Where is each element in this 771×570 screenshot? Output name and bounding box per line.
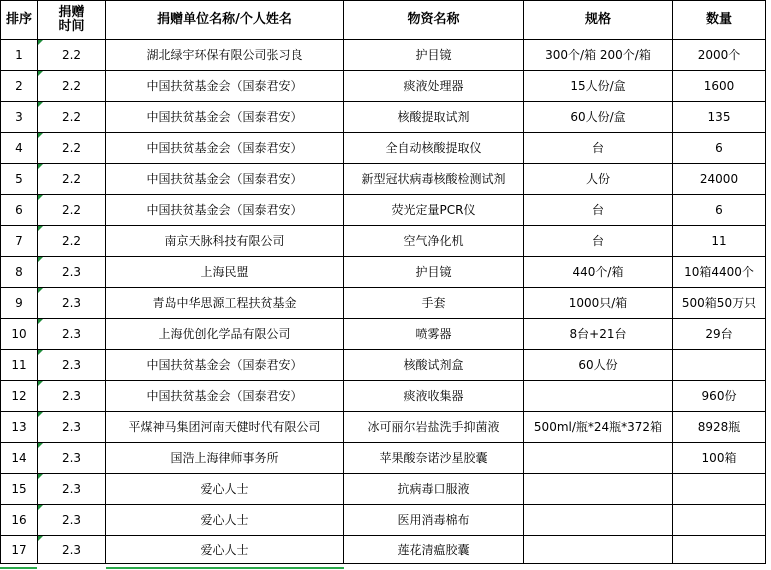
cell-donor[interactable]: 中国扶贫基金会（国泰君安） [106,381,344,412]
table-row [1,226,766,257]
cell-item[interactable]: 新型冠状病毒核酸检测试剂 [344,164,524,195]
table-row [1,164,766,195]
table-row [1,102,766,133]
table-row [1,133,766,164]
cell-qty[interactable]: 11 [673,226,766,257]
cell-index[interactable]: 13 [1,412,38,443]
cell-index[interactable]: 2 [1,71,38,102]
cell-donor[interactable]: 中国扶贫基金会（国泰君安） [106,71,344,102]
cell-spec[interactable]: 15人份/盒 [524,71,673,102]
table-row [1,474,766,505]
cell-item[interactable]: 荧光定量PCR仪 [344,195,524,226]
cell-donor[interactable]: 爱心人士 [106,536,344,564]
cell-qty[interactable]: 100箱 [673,443,766,474]
cell-donor[interactable]: 平煤神马集团河南天健时代有限公司 [106,412,344,443]
cell-spec[interactable] [524,474,673,505]
cell-spec[interactable] [524,381,673,412]
header-qty[interactable]: 数量 [673,1,766,40]
cell-qty[interactable]: 6 [673,195,766,226]
table-row [1,412,766,443]
cell-donor[interactable]: 南京天脉科技有限公司 [106,226,344,257]
header-date-line2: 时间 [58,19,85,34]
cell-date[interactable]: 2.3 [38,381,106,412]
cell-donor[interactable]: 湖北绿宇环保有限公司张习良 [106,40,344,71]
header-date[interactable] [38,1,106,40]
cell-donor[interactable]: 上海民盟 [106,257,344,288]
cell-date[interactable]: 2.3 [38,536,106,564]
cell-qty[interactable] [673,350,766,381]
cell-donor[interactable]: 中国扶贫基金会（国泰君安） [106,102,344,133]
cell-qty[interactable] [673,505,766,536]
cell-qty[interactable]: 1600 [673,71,766,102]
cell-item[interactable]: 苹果酸奈诺沙星胶囊 [344,443,524,474]
cell-index[interactable]: 4 [1,133,38,164]
cell-spec[interactable]: 人份 [524,164,673,195]
cell-item[interactable]: 核酸试剂盒 [344,350,524,381]
cell-qty[interactable]: 6 [673,133,766,164]
table-row [1,505,766,536]
cell-index[interactable]: 11 [1,350,38,381]
cell-date[interactable]: 2.2 [38,195,106,226]
cell-date[interactable]: 2.2 [38,71,106,102]
header-item[interactable]: 物资名称 [344,1,524,40]
cell-item[interactable]: 护目镜 [344,257,524,288]
cell-spec[interactable]: 300个/箱 200个/箱 [524,40,673,71]
cell-item[interactable]: 喷雾器 [344,319,524,350]
cell-index[interactable]: 16 [1,505,38,536]
cell-qty[interactable]: 2000个 [673,40,766,71]
cell-item[interactable]: 抗病毒口服液 [344,474,524,505]
cell-item[interactable]: 痰液收集器 [344,381,524,412]
cell-item[interactable]: 手套 [344,288,524,319]
cell-spec[interactable]: 8台+21台 [524,319,673,350]
cell-index[interactable]: 15 [1,474,38,505]
cell-donor[interactable]: 国浩上海律师事务所 [106,443,344,474]
cell-date[interactable]: 2.2 [38,164,106,195]
cell-donor[interactable]: 中国扶贫基金会（国泰君安） [106,350,344,381]
cell-item[interactable]: 冰可丽尔岩盐洗手抑菌液 [344,412,524,443]
header-donor[interactable]: 捐赠单位名称/个人姓名 [106,1,344,40]
table-row [1,71,766,102]
cell-spec[interactable]: 台 [524,226,673,257]
cell-index[interactable]: 7 [1,226,38,257]
cell-date[interactable]: 2.3 [38,443,106,474]
cell-donor[interactable]: 中国扶贫基金会（国泰君安） [106,133,344,164]
cell-item[interactable]: 空气净化机 [344,226,524,257]
cell-qty[interactable]: 29台 [673,319,766,350]
cell-donor[interactable]: 上海优创化学品有限公司 [106,319,344,350]
cell-date[interactable]: 2.3 [38,505,106,536]
cell-date[interactable]: 2.3 [38,412,106,443]
cell-spec[interactable] [524,536,673,564]
cell-donor[interactable]: 爱心人士 [106,474,344,505]
cell-index[interactable]: 3 [1,102,38,133]
cell-donor[interactable]: 青岛中华思源工程扶贫基金 [106,288,344,319]
cell-spec[interactable]: 1000只/箱 [524,288,673,319]
cell-date[interactable]: 2.3 [38,350,106,381]
cell-date[interactable]: 2.2 [38,226,106,257]
cell-donor[interactable]: 爱心人士 [106,505,344,536]
cell-qty[interactable] [673,536,766,564]
table-body [1,40,766,564]
table-row [1,288,766,319]
cell-date[interactable]: 2.3 [38,474,106,505]
cell-index[interactable]: 17 [1,536,38,564]
cell-donor[interactable]: 中国扶贫基金会（国泰君安） [106,195,344,226]
cell-item[interactable]: 莲花清瘟胶囊 [344,536,524,564]
cell-index[interactable]: 10 [1,319,38,350]
cell-spec[interactable]: 60人份/盒 [524,102,673,133]
cell-item[interactable]: 护目镜 [344,40,524,71]
table-row [1,40,766,71]
cell-donor[interactable]: 中国扶贫基金会（国泰君安） [106,164,344,195]
cell-qty[interactable]: 960份 [673,381,766,412]
cell-index[interactable]: 6 [1,195,38,226]
cell-index[interactable]: 9 [1,288,38,319]
header-date-line1: 捐赠 [58,5,85,20]
table-row [1,195,766,226]
cell-item[interactable]: 核酸提取试剂 [344,102,524,133]
cell-qty[interactable]: 8928瓶 [673,412,766,443]
table-row [1,350,766,381]
cell-spec[interactable]: 60人份 [524,350,673,381]
cell-item[interactable]: 全自动核酸提取仪 [344,133,524,164]
cell-date[interactable]: 2.3 [38,288,106,319]
cell-spec[interactable]: 台 [524,195,673,226]
cell-spec[interactable] [524,443,673,474]
cell-index[interactable]: 14 [1,443,38,474]
cell-date[interactable]: 2.3 [38,257,106,288]
cell-qty[interactable]: 10箱4400个 [673,257,766,288]
cell-date[interactable]: 2.2 [38,40,106,71]
cell-date[interactable]: 2.2 [38,133,106,164]
cell-index[interactable]: 12 [1,381,38,412]
cell-qty[interactable] [673,474,766,505]
cell-date[interactable]: 2.3 [38,319,106,350]
cell-spec[interactable]: 台 [524,133,673,164]
cell-item[interactable]: 医用消毒棉布 [344,505,524,536]
table-row [1,443,766,474]
cell-date[interactable]: 2.2 [38,102,106,133]
table-row [1,381,766,412]
cell-item[interactable]: 痰液处理器 [344,71,524,102]
table-row [1,536,766,564]
cell-spec[interactable]: 500ml/瓶*24瓶*372箱 [524,412,673,443]
cell-index[interactable]: 1 [1,40,38,71]
header-spec[interactable]: 规格 [524,1,673,40]
table-row [1,257,766,288]
cell-qty[interactable]: 500箱50万只 [673,288,766,319]
cell-qty[interactable]: 135 [673,102,766,133]
header-row [1,1,766,40]
cell-index[interactable]: 5 [1,164,38,195]
table-row [1,319,766,350]
header-index[interactable]: 排序 [1,1,38,40]
cell-spec[interactable] [524,505,673,536]
cell-spec[interactable]: 440个/箱 [524,257,673,288]
cell-index[interactable]: 8 [1,257,38,288]
cell-qty[interactable]: 24000 [673,164,766,195]
